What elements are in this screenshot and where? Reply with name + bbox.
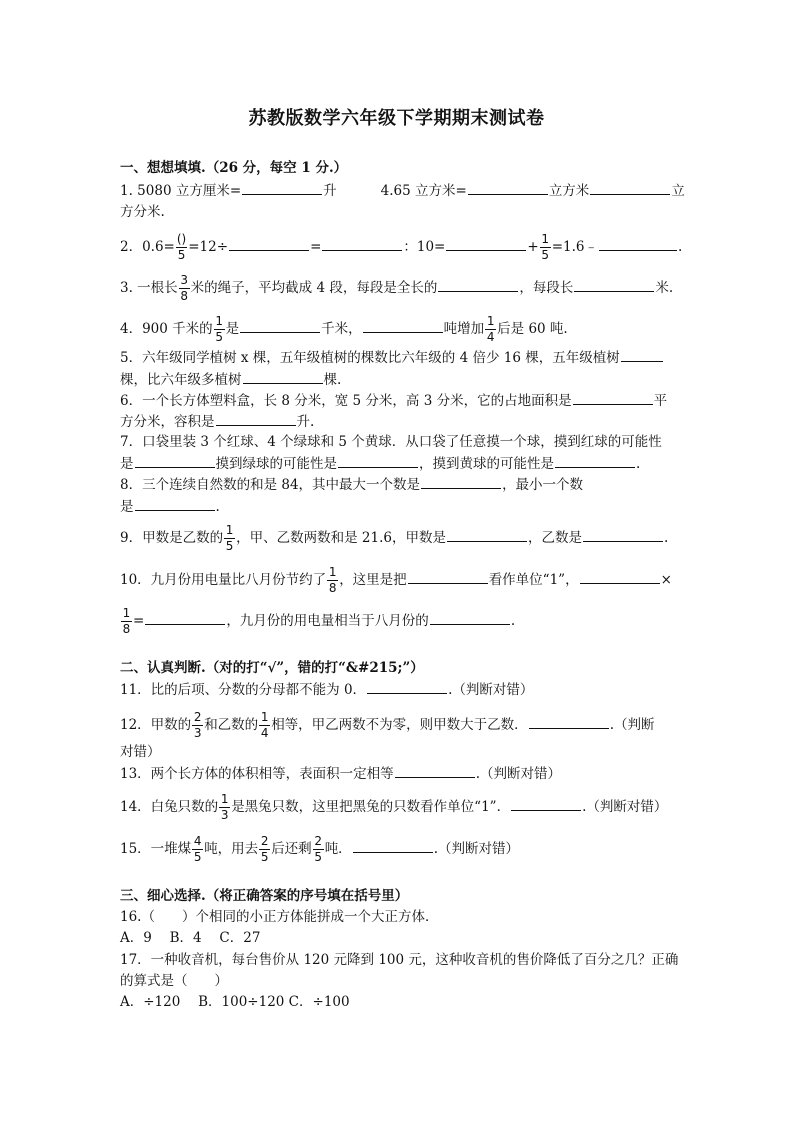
fraction-denominator: 8 bbox=[122, 622, 131, 636]
fraction-denominator: 3 bbox=[193, 726, 202, 740]
fraction-denominator: 5 bbox=[193, 850, 202, 864]
fraction-numerator: 3 bbox=[180, 273, 188, 287]
answer-blank[interactable] bbox=[145, 610, 225, 625]
q4-text-c: 千米， bbox=[321, 321, 362, 337]
q4-text-d: 吨增加 bbox=[443, 321, 485, 337]
q8-text-d: . bbox=[215, 499, 220, 515]
fraction-numerator: 2 bbox=[193, 710, 202, 724]
q1-text-a: 1. 5080 立方厘米= bbox=[120, 183, 242, 199]
q8-text-a: 8．三个连续自然数的和是 84，其中最大一个数是 bbox=[120, 477, 421, 493]
fraction-denominator: 5 bbox=[541, 248, 549, 262]
question-5-line-2 bbox=[120, 369, 341, 390]
fraction-denominator: 5 bbox=[260, 850, 269, 864]
fraction bbox=[224, 524, 235, 553]
q6-text-a: 6．一个长方体塑料盒，长 8 分米，宽 5 分米，高 3 分米，它的占地面积是 bbox=[120, 393, 572, 409]
q11-text-a: 11．比的后项、分数的分母都不能为 0． bbox=[120, 682, 367, 698]
answer-blank[interactable] bbox=[135, 453, 215, 468]
answer-blank[interactable] bbox=[468, 180, 548, 195]
question-8-line-2 bbox=[120, 496, 220, 517]
q7-text-b: 是 bbox=[120, 456, 134, 472]
q10-text-h: . bbox=[510, 613, 516, 629]
q10-text-d: × bbox=[660, 572, 672, 588]
fraction-numerator: 1 bbox=[541, 232, 549, 246]
fraction-denominator: 5 bbox=[314, 850, 322, 864]
q5-text-c: 棵. bbox=[323, 372, 342, 388]
fraction-numerator: 2 bbox=[314, 834, 322, 848]
q1-text-c: 4.65 立方米= bbox=[380, 183, 467, 199]
q8-text-c: 是 bbox=[120, 499, 134, 515]
q2-text-h: . bbox=[677, 239, 683, 255]
fraction-numerator: 1 bbox=[220, 792, 229, 806]
q15-text-d: 吨． bbox=[324, 841, 352, 857]
q4-text-b: 是 bbox=[225, 321, 240, 337]
question-17-options: A．÷120 B．100÷120 C．÷100 bbox=[120, 994, 350, 1010]
question-4 bbox=[120, 315, 568, 344]
question-2 bbox=[120, 233, 682, 262]
q7-text-d: ，摸到黄球的可能性是 bbox=[419, 456, 554, 472]
answer-blank[interactable] bbox=[229, 236, 309, 251]
answer-blank[interactable] bbox=[599, 236, 677, 251]
q2-text-g: =1.6﹣ bbox=[551, 239, 598, 255]
page-title: 苏教版数学六年级下学期期末测试卷 bbox=[248, 108, 545, 129]
q10-text-b: ，这里是把 bbox=[339, 572, 407, 588]
fraction bbox=[313, 835, 324, 864]
answer-blank[interactable] bbox=[574, 277, 654, 292]
q2-text-c: = bbox=[310, 239, 322, 255]
answer-blank[interactable] bbox=[430, 610, 510, 625]
question-8 bbox=[120, 474, 583, 495]
question-7-line-2 bbox=[120, 453, 640, 474]
question-5 bbox=[120, 347, 664, 368]
q9-text-a: 9．甲数是乙数的 bbox=[120, 530, 224, 546]
fraction-numerator: 2 bbox=[260, 834, 269, 848]
q6-text-d: 升. bbox=[296, 414, 315, 430]
question-16-options: A．9 B．4 C．27 bbox=[120, 930, 261, 946]
question-15 bbox=[120, 835, 519, 864]
q13-text-b: .（判断对错） bbox=[475, 766, 561, 782]
fraction bbox=[485, 315, 496, 344]
q2-text-d: ：10= bbox=[403, 239, 446, 255]
q8-text-b: ，最小一个数 bbox=[502, 477, 584, 493]
answer-blank[interactable] bbox=[573, 390, 653, 405]
question-14 bbox=[120, 793, 667, 822]
answer-blank[interactable] bbox=[135, 496, 215, 511]
answer-blank[interactable] bbox=[583, 527, 663, 542]
fraction bbox=[192, 711, 203, 740]
q5-text-a: 5．六年级同学植树 x 棵，五年级植树的棵数比六年级的 4 倍少 16 棵，五年级植树 bbox=[120, 350, 620, 366]
q4-text-a: 4．900 千米的 bbox=[120, 321, 213, 337]
q9-text-d: . bbox=[663, 530, 669, 546]
fraction-denominator: 3 bbox=[220, 808, 229, 822]
q10-text-a: 10．九月份用电量比八月份节约了 bbox=[120, 572, 327, 588]
question-13 bbox=[120, 763, 561, 784]
q9-text-b: ，甲、乙数两数和是 21.6，甲数是 bbox=[236, 530, 446, 546]
fraction-denominator: 4 bbox=[260, 726, 269, 740]
fraction-numerator: () bbox=[176, 232, 187, 246]
q10-text-c: 看作单位“1”， bbox=[488, 572, 579, 588]
fraction bbox=[327, 566, 338, 595]
answer-blank[interactable] bbox=[338, 453, 418, 468]
answer-blank[interactable] bbox=[363, 318, 443, 333]
question-10-line-2 bbox=[120, 607, 515, 636]
fraction bbox=[219, 793, 230, 822]
fraction-numerator: 1 bbox=[122, 606, 131, 620]
answer-blank[interactable] bbox=[353, 838, 433, 853]
q10-text-e: = bbox=[133, 613, 145, 629]
answer-blank[interactable] bbox=[511, 796, 581, 811]
question-17: 17．一种收音机，每台售价从 120 元降到 100 元，这种收音机的售价降低了百分之几？正确 bbox=[120, 952, 679, 968]
fraction-numerator: 1 bbox=[486, 314, 495, 328]
answer-blank[interactable] bbox=[240, 318, 320, 333]
fraction-numerator: 1 bbox=[215, 314, 223, 328]
fraction bbox=[540, 233, 551, 262]
q15-text-b: 吨，用去 bbox=[204, 841, 259, 857]
fraction bbox=[259, 835, 270, 864]
question-17-line-2: 的算式是（ ） bbox=[120, 973, 228, 989]
q1-continuation: 方分米. bbox=[120, 204, 165, 220]
fraction bbox=[259, 711, 270, 740]
q7-text-e: . bbox=[636, 456, 641, 472]
question-1 bbox=[120, 180, 685, 201]
q1-text-d: 立方米 bbox=[548, 183, 590, 199]
answer-blank[interactable] bbox=[216, 411, 296, 426]
q15-text-a: 15．一堆煤 bbox=[120, 841, 192, 857]
fraction bbox=[179, 274, 190, 303]
section-3-heading: 三、细心选择.（将正确答案的序号填在括号里） bbox=[120, 888, 409, 904]
answer-blank[interactable] bbox=[322, 236, 402, 251]
q6-text-c: 方分米，容积是 bbox=[120, 414, 215, 430]
fraction-numerator: 1 bbox=[328, 565, 337, 579]
q13-text-a: 13．两个长方体的体积相等，表面积一定相等 bbox=[120, 766, 394, 782]
q3-text-b: 米的绳子，平均截成 4 段，每段是全长的 bbox=[190, 280, 438, 296]
q11-text-b: .（判断对错） bbox=[448, 682, 534, 698]
q15-text-e: .（判断对错） bbox=[433, 841, 519, 857]
q6-text-b: 平 bbox=[653, 393, 668, 409]
q12-text-b: 和乙数的 bbox=[204, 717, 259, 733]
answer-blank[interactable] bbox=[242, 180, 322, 195]
fraction-denominator: 5 bbox=[225, 539, 234, 553]
q2-text-e: + bbox=[527, 239, 539, 255]
q14-text-c: .（判断对错） bbox=[582, 799, 668, 815]
section-1-heading: 一、想想填填.（26 分，每空 1 分.） bbox=[120, 160, 348, 176]
question-10 bbox=[120, 566, 672, 595]
q3-text-a: 3. 一根长 bbox=[120, 280, 178, 296]
answer-blank[interactable] bbox=[367, 679, 447, 694]
question-7: 7．口袋里装 3 个红球、4 个绿球和 5 个黄球．从口袋了任意摸一个球，摸到红球的可能性 bbox=[120, 434, 662, 450]
q1-text-b: 升 bbox=[323, 183, 337, 199]
q12-text-c: 相等，甲乙两数不为零，则甲数大于乙数． bbox=[271, 717, 528, 733]
q7-text-c: 摸到绿球的可能性是 bbox=[215, 456, 337, 472]
answer-blank[interactable] bbox=[408, 569, 488, 584]
answer-blank[interactable] bbox=[446, 236, 526, 251]
question-11 bbox=[120, 679, 533, 700]
fraction bbox=[214, 315, 225, 344]
answer-blank[interactable] bbox=[438, 277, 518, 292]
fraction-numerator: 1 bbox=[225, 523, 234, 537]
answer-blank[interactable] bbox=[243, 369, 323, 384]
answer-blank[interactable] bbox=[447, 527, 527, 542]
question-12-line-2: 对错） bbox=[120, 744, 161, 760]
question-9 bbox=[120, 524, 668, 553]
fraction-denominator: 8 bbox=[328, 581, 337, 595]
q12-text-a: 12．甲数的 bbox=[120, 717, 192, 733]
question-12 bbox=[120, 711, 654, 740]
answer-blank[interactable] bbox=[555, 453, 635, 468]
q3-text-d: 米. bbox=[655, 280, 674, 296]
q3-text-c: ，每段长 bbox=[519, 280, 574, 296]
q2-text-a: 2．0.6= bbox=[120, 239, 175, 255]
answer-blank[interactable] bbox=[421, 474, 501, 489]
q4-text-e: 后是 60 吨. bbox=[497, 321, 568, 337]
answer-blank[interactable] bbox=[529, 714, 609, 729]
answer-blank[interactable] bbox=[590, 180, 670, 195]
answer-blank[interactable] bbox=[395, 763, 475, 778]
q14-text-b: 是黑兔只数，这里把黑兔的只数看作单位“1”． bbox=[231, 799, 511, 815]
question-6 bbox=[120, 390, 667, 411]
q1-text-e: 立 bbox=[671, 183, 685, 199]
fraction bbox=[121, 607, 132, 636]
q15-text-c: 后还剩 bbox=[271, 841, 312, 857]
fraction bbox=[192, 835, 203, 864]
fraction-numerator: 1 bbox=[260, 710, 269, 724]
fraction-numerator: 4 bbox=[193, 834, 202, 848]
question-3 bbox=[120, 274, 673, 303]
q14-text-a: 14．白兔只数的 bbox=[120, 799, 219, 815]
fraction-denominator: 5 bbox=[215, 330, 223, 344]
q12-text-d: .（判断 bbox=[609, 717, 655, 733]
fraction-denominator: 5 bbox=[177, 248, 186, 262]
fraction-denominator: 4 bbox=[486, 330, 495, 344]
q2-text-b: =12÷ bbox=[188, 239, 229, 255]
q10-text-g: ，九月份的用电量相当于八月份的 bbox=[226, 613, 429, 629]
q9-text-c: ，乙数是 bbox=[527, 530, 582, 546]
fraction bbox=[176, 233, 187, 262]
fraction-denominator: 8 bbox=[180, 289, 188, 303]
section-2-heading: 二、认真判断.（对的打“√”，错的打“&#215;”） bbox=[120, 660, 424, 676]
answer-blank[interactable] bbox=[621, 347, 663, 362]
answer-blank[interactable] bbox=[580, 569, 660, 584]
q5-text-b: 棵，比六年级多植树 bbox=[120, 372, 242, 388]
question-16: 16.（ ）个相同的小正方体能拼成一个大正方体． bbox=[120, 909, 439, 925]
question-6-line-2 bbox=[120, 411, 314, 432]
